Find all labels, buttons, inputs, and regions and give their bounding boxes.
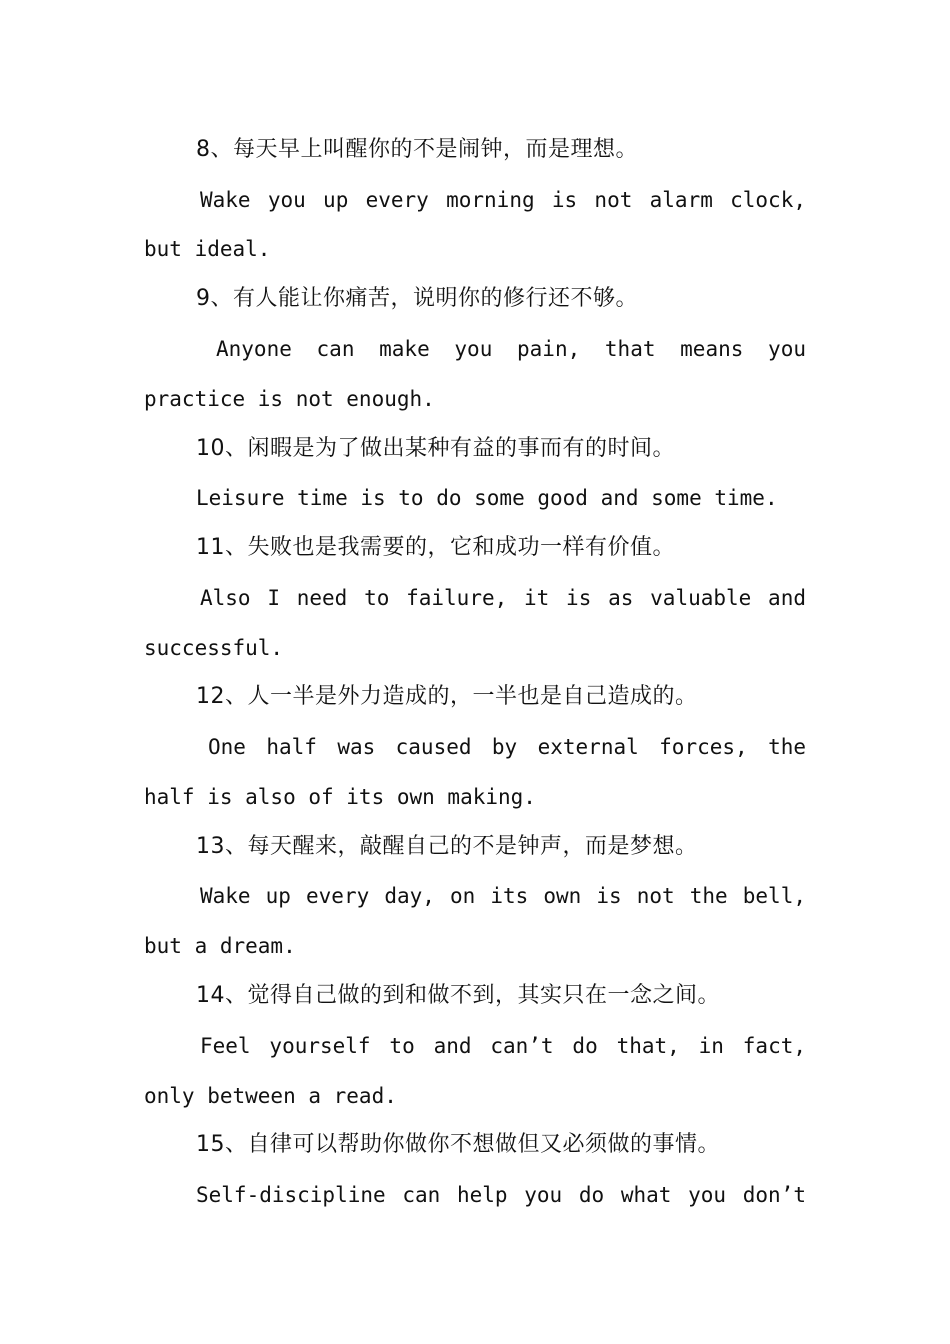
quote-9-english-line-1: Anyone can make you pain, that means you <box>216 337 806 361</box>
quote-13-english-line-2: but a dream. <box>144 934 296 958</box>
quote-12-english-line-1: One half was caused by external forces, the <box>208 735 806 759</box>
quote-11-chinese: 11、失败也是我需要的，它和成功一样有价值。 <box>196 535 675 560</box>
quote-8-english-line-2: but ideal. <box>144 237 271 261</box>
quote-11-english-line-2: successful. <box>144 636 284 660</box>
quote-13-english-line-1: Wake up every day, on its own is not the bell, <box>200 884 806 908</box>
quote-12-chinese: 12、人一半是外力造成的，一半也是自己造成的。 <box>196 684 698 709</box>
quote-11-english-line-1: Also I need to failure, it is as valuable and <box>200 586 806 610</box>
quote-10-chinese: 10、闲暇是为了做出某种有益的事而有的时间。 <box>196 436 675 461</box>
quote-8-english-line-1: Wake you up every morning is not alarm clock, <box>200 188 806 212</box>
quote-15-chinese: 15、自律可以帮助你做你不想做但又必须做的事情。 <box>196 1132 720 1157</box>
quote-8-chinese: 8、每天早上叫醒你的不是闹钟，而是理想。 <box>196 137 638 162</box>
quote-14-english-line-1: Feel yourself to and can’t do that, in fact, <box>200 1034 806 1058</box>
quote-15-english-line-1: Self-discipline can help you do what you don’t <box>196 1183 806 1207</box>
quote-10-english-line-1: Leisure time is to do some good and some time. <box>196 486 778 510</box>
quote-9-english-line-2: practice is not enough. <box>144 387 435 411</box>
quote-14-english-line-2: only between a read. <box>144 1084 397 1108</box>
quote-14-chinese: 14、觉得自己做的到和做不到，其实只在一念之间。 <box>196 983 720 1008</box>
quote-9-chinese: 9、有人能让你痛苦，说明你的修行还不够。 <box>196 286 638 311</box>
quote-13-chinese: 13、每天醒来，敲醒自己的不是钟声，而是梦想。 <box>196 834 698 859</box>
quote-12-english-line-2: half is also of its own making. <box>144 785 536 809</box>
